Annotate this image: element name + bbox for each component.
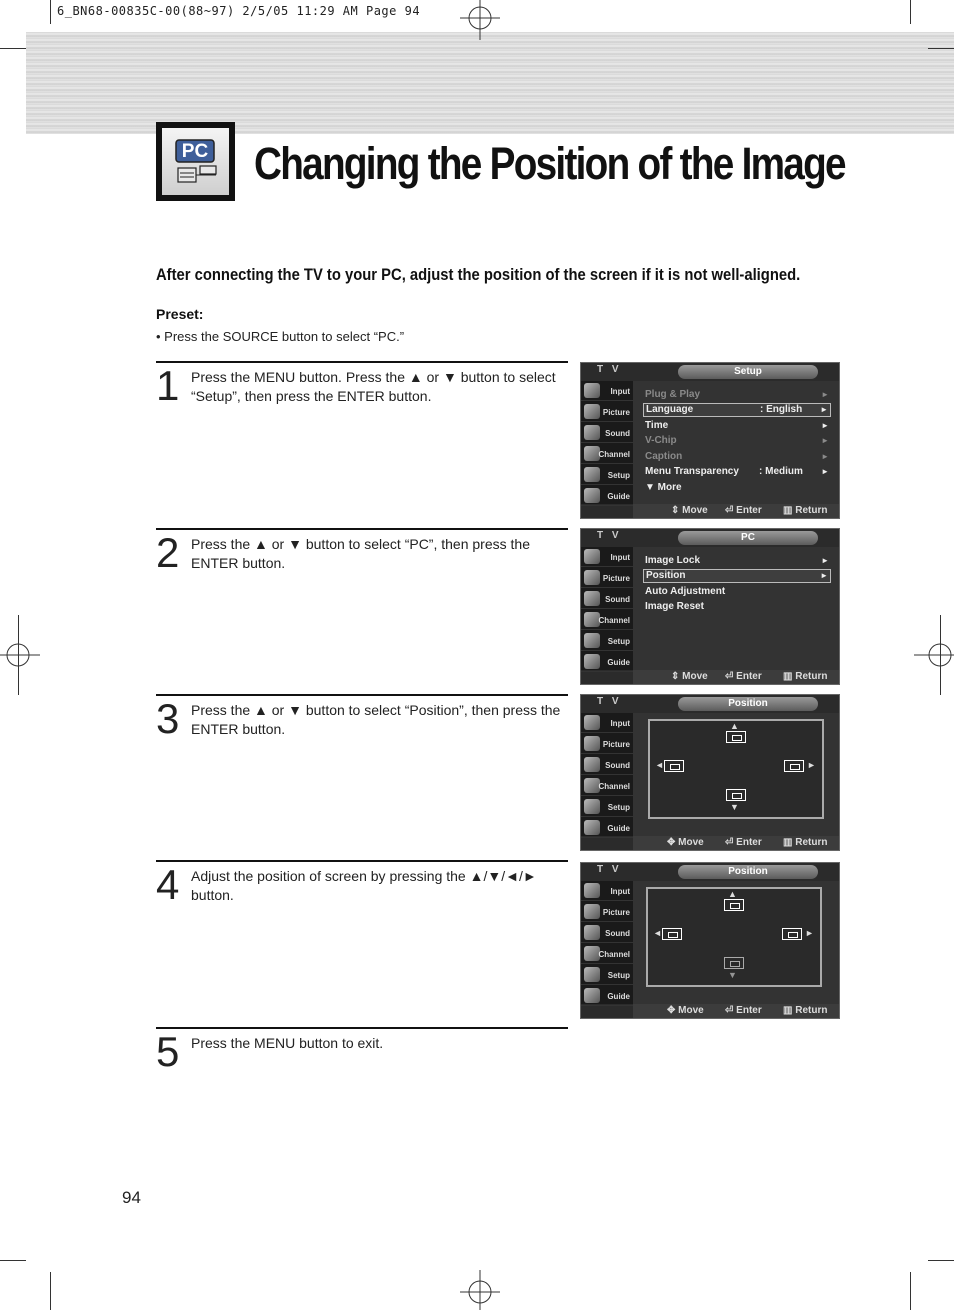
- step-number: 1: [156, 362, 180, 409]
- osd-position-panel: [633, 713, 840, 836]
- guide-icon: [584, 488, 600, 503]
- print-slug: 6_BN68-00835C-00(88~97) 2/5/05 11:29 AM Page 94: [57, 4, 421, 18]
- registration-mark-icon: [460, 1270, 500, 1310]
- osd-menu-item[interactable]: V-Chip ►: [645, 435, 829, 446]
- osd-sidebar: [581, 713, 633, 836]
- move-4way-icon: ✥: [667, 1005, 679, 1016]
- picture-icon: [584, 404, 600, 419]
- crop-mark: [50, 0, 51, 24]
- preset-label: Preset:: [156, 306, 204, 322]
- return-icon: ▥: [783, 671, 796, 682]
- osd-sidebar-item-channel[interactable]: Channel: [581, 610, 633, 630]
- move-hint: ⇕ Move: [671, 671, 708, 682]
- step-text: Press the MENU button. Press the ▲ or ▼ button to select “Setup”, then press the ENTER button.: [191, 369, 556, 404]
- crop-mark: [910, 1272, 911, 1310]
- crop-mark: [0, 1260, 26, 1261]
- enter-hint: ⏎ Enter: [725, 505, 762, 516]
- osd-sidebar-item-picture[interactable]: Picture: [581, 734, 633, 754]
- step-text: Press the ▲ or ▼ button to select “Position”, then press the ENTER button.: [191, 702, 561, 737]
- down-arrow-icon[interactable]: ▼: [730, 802, 739, 812]
- return-icon: ▥: [783, 1005, 796, 1016]
- enter-hint: ⏎ Enter: [725, 837, 762, 848]
- return-hint: ▥ Return: [783, 837, 828, 848]
- osd-sidebar-item-guide[interactable]: Guide: [581, 818, 633, 838]
- osd-title: PC: [678, 531, 818, 545]
- left-arrow-icon[interactable]: ◄: [653, 928, 662, 938]
- osd-sidebar-item-channel[interactable]: Channel: [581, 444, 633, 464]
- osd-screen-pc: [580, 528, 840, 685]
- preset-bullet: • Press the SOURCE button to select “PC.”: [156, 329, 405, 344]
- position-bottom-box: [724, 957, 744, 969]
- step-number: 3: [156, 695, 180, 742]
- osd-tv-label: T V: [597, 696, 622, 707]
- enter-icon: ⏎: [725, 671, 737, 682]
- return-hint: ▥ Return: [783, 671, 828, 682]
- position-bottom-box: [726, 789, 746, 801]
- osd-sidebar-item-setup[interactable]: Setup: [581, 631, 633, 651]
- pc-icon: [162, 128, 229, 195]
- move-hint: ✥ Move: [667, 1005, 704, 1016]
- step-4: [156, 860, 568, 1020]
- osd-sidebar-item-picture[interactable]: Picture: [581, 568, 633, 588]
- step-number: 2: [156, 529, 180, 576]
- osd-footer: [633, 1004, 840, 1019]
- position-left-box: [664, 760, 684, 772]
- osd-footer: [633, 670, 840, 685]
- osd-menu-item-selected[interactable]: Position ►: [643, 569, 831, 583]
- position-top-box: [724, 899, 744, 911]
- osd-sidebar-item-guide[interactable]: Guide: [581, 486, 633, 506]
- osd-sidebar-item-sound[interactable]: Sound: [581, 423, 633, 443]
- move-hint: ⇕ Move: [671, 505, 708, 516]
- crop-mark: [928, 48, 954, 49]
- setup-icon: [584, 967, 600, 982]
- input-icon: [584, 383, 600, 398]
- picture-icon: [584, 570, 600, 585]
- osd-sidebar-item-setup[interactable]: Setup: [581, 965, 633, 985]
- input-icon: [584, 715, 600, 730]
- move-icon: ⇕: [671, 671, 683, 682]
- right-arrow-icon[interactable]: ►: [805, 928, 814, 938]
- picture-icon: [584, 904, 600, 919]
- move-4way-icon: ✥: [667, 837, 679, 848]
- osd-menu-item-selected[interactable]: Language : English ►: [643, 403, 831, 417]
- crop-mark: [928, 1260, 954, 1261]
- move-icon: ⇕: [671, 505, 683, 516]
- step-number: 5: [156, 1028, 180, 1075]
- enter-icon: ⏎: [725, 837, 737, 848]
- osd-menu-item[interactable]: Plug & Play ►: [645, 389, 829, 400]
- page-title: Changing the Position of the Image: [254, 138, 845, 189]
- osd-screen-position: [580, 694, 840, 851]
- setup-icon: [584, 799, 600, 814]
- osd-title: Position: [678, 865, 818, 879]
- osd-sidebar-item-sound[interactable]: Sound: [581, 589, 633, 609]
- setup-icon: [584, 633, 600, 648]
- sound-icon: [584, 425, 600, 440]
- enter-hint: ⏎ Enter: [725, 671, 762, 682]
- guide-icon: [584, 820, 600, 835]
- sound-icon: [584, 757, 600, 772]
- osd-tv-label: T V: [597, 864, 622, 875]
- osd-sidebar: [581, 881, 633, 1004]
- setup-icon: [584, 467, 600, 482]
- page-number: 94: [122, 1188, 141, 1207]
- osd-title: Setup: [678, 365, 818, 379]
- picture-icon: [584, 736, 600, 751]
- header-band: [26, 32, 954, 134]
- enter-icon: ⏎: [725, 1005, 737, 1016]
- step-5: [156, 1027, 568, 1087]
- input-icon: [584, 883, 600, 898]
- osd-sidebar-item-channel[interactable]: Channel: [581, 776, 633, 796]
- osd-footer: [633, 504, 840, 519]
- step-number: 4: [156, 861, 180, 908]
- osd-screen-position-adjusted: [580, 862, 840, 1019]
- step-text: Press the MENU button to exit.: [191, 1035, 384, 1051]
- osd-menu-item[interactable]: Menu Transparency : Medium ►: [645, 466, 829, 477]
- down-arrow-icon[interactable]: ▼: [728, 970, 737, 980]
- osd-sidebar-item-input[interactable]: Input: [581, 881, 633, 901]
- osd-menu-item-more[interactable]: ▼ More: [645, 482, 682, 493]
- sound-icon: [584, 925, 600, 940]
- intro-text: After connecting the TV to your PC, adjust the position of the screen if it is not well-aligned.: [156, 265, 801, 284]
- osd-menu-item[interactable]: Image Reset: [645, 601, 704, 612]
- up-arrow-icon[interactable]: ▲: [730, 721, 739, 731]
- guide-icon: [584, 654, 600, 669]
- osd-menu: [633, 381, 840, 504]
- pc-badge: [156, 122, 235, 201]
- position-left-box: [662, 928, 682, 940]
- osd-menu-item[interactable]: Time ►: [645, 420, 829, 431]
- osd-sidebar-item-picture[interactable]: Picture: [581, 902, 633, 922]
- osd-sidebar-item-input[interactable]: Input: [581, 547, 633, 567]
- position-right-box: [784, 760, 804, 772]
- osd-screen-setup: [580, 362, 840, 519]
- osd-menu-item[interactable]: Caption ►: [645, 451, 829, 462]
- osd-menu-item[interactable]: Image Lock ►: [645, 555, 829, 566]
- osd-tv-label: T V: [597, 364, 622, 375]
- input-icon: [584, 549, 600, 564]
- crop-mark: [50, 1272, 51, 1310]
- osd-title: Position: [678, 697, 818, 711]
- move-hint: ✥ Move: [667, 837, 704, 848]
- osd-sidebar-item-channel[interactable]: Channel: [581, 944, 633, 964]
- registration-mark-icon: [460, 0, 500, 40]
- crop-mark: [910, 0, 911, 24]
- osd-sidebar-item-picture[interactable]: Picture: [581, 402, 633, 422]
- return-icon: ▥: [783, 505, 796, 516]
- osd-sidebar-item-sound[interactable]: Sound: [581, 923, 633, 943]
- crop-mark: [0, 48, 26, 49]
- osd-sidebar-item-input[interactable]: Input: [581, 713, 633, 733]
- up-arrow-icon[interactable]: ▲: [728, 889, 737, 899]
- pc-icon-label: PC: [181, 141, 209, 162]
- osd-footer: [633, 836, 840, 851]
- return-hint: ▥ Return: [783, 1005, 828, 1016]
- left-arrow-icon[interactable]: ◄: [655, 760, 664, 770]
- osd-menu: [633, 547, 840, 670]
- osd-sidebar: [581, 381, 633, 504]
- osd-sidebar-item-setup[interactable]: Setup: [581, 797, 633, 817]
- osd-sidebar-item-guide[interactable]: Guide: [581, 986, 633, 1006]
- position-right-box: [782, 928, 802, 940]
- osd-sidebar-item-guide[interactable]: Guide: [581, 652, 633, 672]
- registration-mark-icon: [0, 635, 40, 675]
- step-1: [156, 361, 568, 521]
- right-arrow-icon[interactable]: ►: [807, 760, 816, 770]
- return-icon: ▥: [783, 837, 796, 848]
- position-top-box: [726, 731, 746, 743]
- sound-icon: [584, 591, 600, 606]
- step-2: [156, 528, 568, 688]
- registration-mark-icon: [914, 635, 954, 675]
- step-3: [156, 694, 568, 854]
- osd-sidebar-item-input[interactable]: Input: [581, 381, 633, 401]
- position-frame: [648, 719, 824, 819]
- osd-tv-label: T V: [597, 530, 622, 541]
- guide-icon: [584, 988, 600, 1003]
- enter-icon: ⏎: [725, 505, 737, 516]
- step-text: Adjust the position of screen by pressing the ▲/▼/◄/► button.: [191, 868, 537, 903]
- osd-position-panel: [633, 881, 840, 1004]
- position-frame: [646, 887, 822, 987]
- osd-sidebar: [581, 547, 633, 670]
- osd-menu-item[interactable]: Auto Adjustment: [645, 586, 726, 597]
- step-text: Press the ▲ or ▼ button to select “PC”, then press the ENTER button.: [191, 536, 530, 571]
- return-hint: ▥ Return: [783, 505, 828, 516]
- osd-sidebar-item-sound[interactable]: Sound: [581, 755, 633, 775]
- osd-sidebar-item-setup[interactable]: Setup: [581, 465, 633, 485]
- enter-hint: ⏎ Enter: [725, 1005, 762, 1016]
